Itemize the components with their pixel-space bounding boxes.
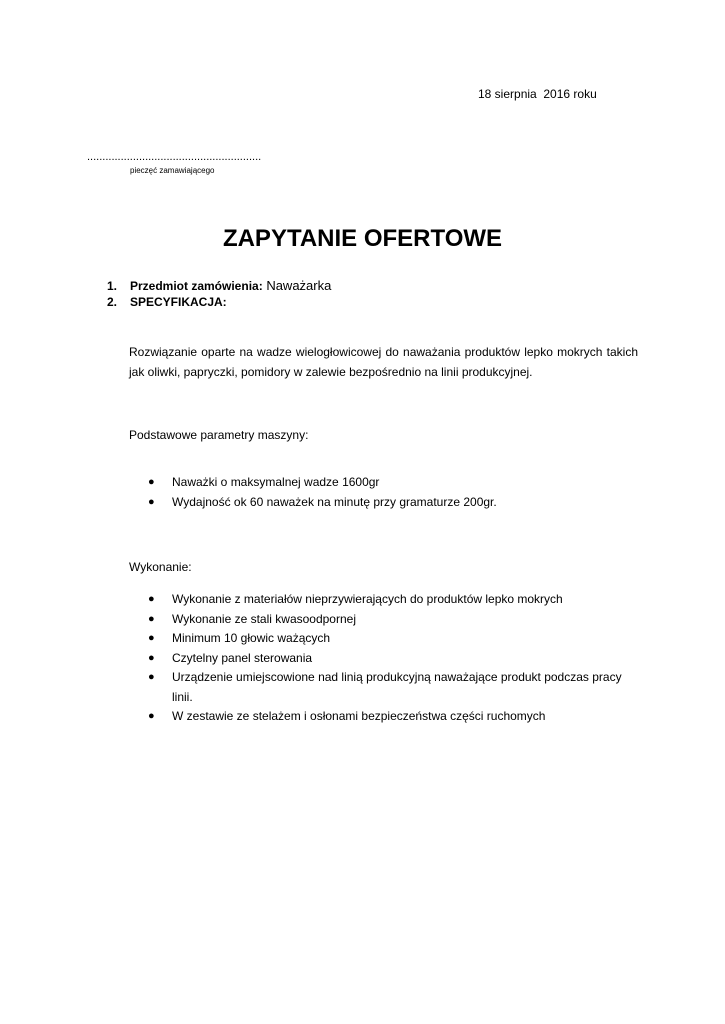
list-item [148,610,648,630]
list-item [148,590,648,610]
list-item-text: Wykonanie z materiałów nieprzywierających do produktów lepko mokrych [172,592,563,606]
bullet-icon: ● [148,651,155,664]
list-item-text: Minimum 10 głowic ważących [172,631,331,645]
list-item [148,493,648,513]
numbered-list [107,278,331,310]
list-item [148,707,648,727]
bullet-icon: ● [148,495,155,508]
description-paragraph: Rozwiązanie oparte na wadze wielogłowicowej do naważania produktów lepko mokrych takich jak oliwki, papryczki, pomidory w zalewie bezpośrednio na linii produkcyjnej. [129,345,638,379]
params-label: Podstawowe parametry maszyny: [129,428,309,442]
item-number: 2. [107,295,118,309]
item-label: SPECYFIKACJA: [130,295,227,309]
bullet-icon: ● [148,710,155,722]
list-item-text: W zestawie ze stelażem i osłonami bezpieczeństwa części ruchomych [172,709,546,723]
item-label: Przedmiot zamówienia: [130,279,263,293]
execution-list [148,590,648,727]
list-item-text: Naważki o maksymalnej wadze 1600gr [172,475,380,489]
params-list [148,473,648,512]
bullet-icon: ● [148,476,155,488]
document-date: 18 sierpnia 2016 roku [478,87,597,101]
list-item [148,649,648,669]
bullet-icon: ● [148,593,155,605]
numbered-item-specification [107,294,331,310]
numbered-item-subject [107,278,331,294]
list-item [148,629,648,649]
list-item [148,668,642,707]
list-item-text: Wykonanie ze stali kwasoodpornej [172,611,356,626]
bullet-icon: ● [148,632,155,644]
item-value: Naważarka [262,278,332,293]
document-title: ZAPYTANIE OFERTOWE [222,225,503,252]
stamp-placeholder-line: ......................................................... [87,151,262,163]
bullet-icon: ● [148,612,155,625]
bullet-icon: ● [148,671,155,683]
list-item [148,473,648,493]
item-number: 1. [107,279,118,293]
list-item-text: Czytelny panel sterowania [172,650,313,665]
list-item-text: Wydajność ok 60 naważek na minutę przy gramaturze 200gr. [172,494,497,509]
stamp-label: pieczęć zamawiającego [130,166,215,175]
list-item-text: Urządzenie umiejscowione nad linią produkcyjną naważające produkt podczas pracy linii. [172,670,622,704]
execution-label: Wykonanie: [129,560,192,574]
